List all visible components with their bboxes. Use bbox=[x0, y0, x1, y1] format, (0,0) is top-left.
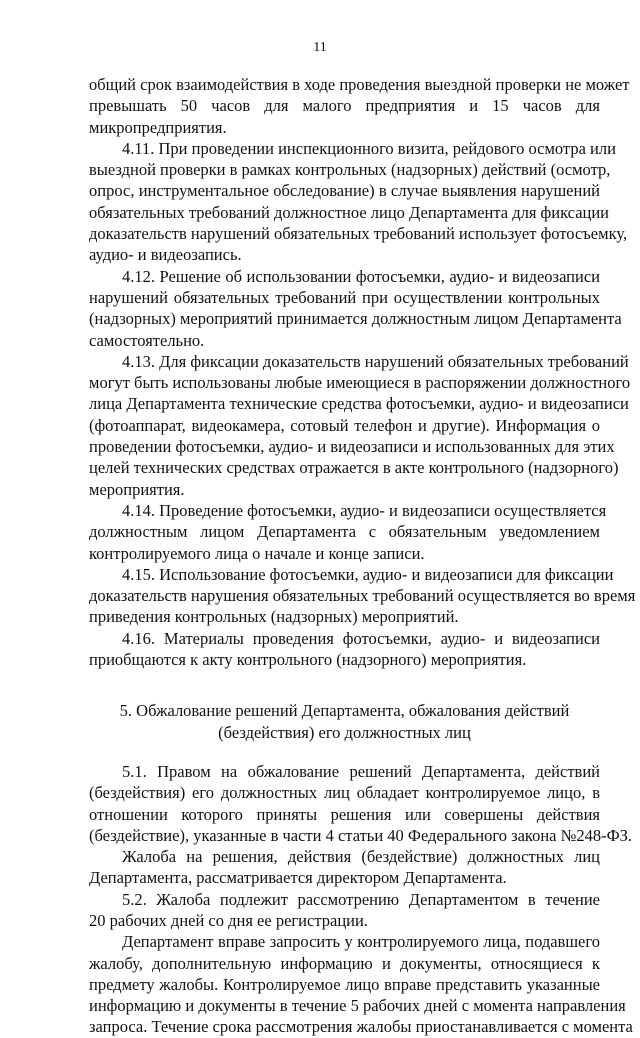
text-line: предмету жалобы. Контролируемое лицо вправе представить указанные bbox=[89, 974, 600, 994]
text-line: отношении которого приняты решения или совершены действия bbox=[89, 804, 600, 824]
paragraph-4-14-start: 4.14. Проведение фотосъемки, аудио- и видеозаписи осуществляется bbox=[122, 500, 607, 520]
text-line: 20 рабочих дней со дня ее регистрации. bbox=[89, 910, 368, 930]
text-line: аудио- и видеозапись. bbox=[89, 245, 242, 265]
text-line: доказательств нарушений обязательных требований использует фотосъемку, bbox=[89, 224, 628, 244]
text-line: доказательств нарушения обязательных требований осуществляется во время bbox=[89, 586, 636, 606]
text-line: Департамента, рассматривается директором Департамента. bbox=[89, 868, 507, 888]
text-line: лица Департамента технические средства фотосъемки, аудио- и видеозаписи bbox=[89, 394, 629, 414]
text-line: контролируемого лица о начале и конце записи. bbox=[89, 543, 425, 563]
paragraph-5-1-start: 5.1. Правом на обжалование решений Департамента, действий bbox=[122, 761, 600, 781]
paragraph-4-13-start: 4.13. Для фиксации доказательств нарушений обязательных требований bbox=[122, 351, 629, 371]
text-line: общий срок взаимодействия в ходе проведения выездной проверки не может bbox=[89, 75, 630, 94]
text-line: приведения контрольных (надзорных) мероприятий. bbox=[89, 607, 459, 627]
paragraph-4-12-start: 4.12. Решение об использовании фотосъемки, аудио- и видеозаписи bbox=[122, 266, 600, 286]
paragraph-complaint-start: Жалоба на решения, действия (бездействие) должностных лиц bbox=[122, 847, 600, 867]
text-line: (надзорных) мероприятий принимается должностным лицом Департамента bbox=[89, 309, 622, 329]
section-heading: 5. Обжалование решений Департамента, обжалования действий bbox=[119, 701, 570, 721]
text-line: (фотоаппарат, видеокамера, сотовый телефон и другие). Информация о bbox=[89, 415, 600, 435]
paragraph-4-11-start: 4.11. При проведении инспекционного визита, рейдового осмотра или bbox=[122, 138, 616, 158]
text-line: запроса. Течение срока рассмотрения жалобы приостанавливается с момента bbox=[89, 1017, 633, 1037]
text-line: микропредприятия. bbox=[89, 117, 227, 137]
text-line: могут быть использованы любые имеющиеся в распоряжении должностного bbox=[89, 373, 631, 393]
text-line: нарушений обязательных требований при осуществлении контрольных bbox=[89, 287, 600, 307]
paragraph-5-2-start: 5.2. Жалоба подлежит рассмотрению Департаментом в течение bbox=[122, 889, 600, 909]
section-heading-line-2: (бездействия) его должностных лиц bbox=[218, 722, 471, 742]
text-line: обязательных требований должностное лицо Департамента для фиксации bbox=[89, 202, 610, 222]
text-line: жалобу, дополнительную информацию и документы, относящиеся к bbox=[89, 953, 600, 973]
paragraph-4-16-start: 4.16. Материалы проведения фотосъемки, аудио- и видеозаписи bbox=[122, 628, 600, 648]
paragraph-4-15-start: 4.15. Использование фотосъемки, аудио- и видеозаписи для фиксации bbox=[122, 564, 614, 584]
text-line: превышать 50 часов для малого предприятия и 15 часов для bbox=[89, 96, 600, 116]
document-body bbox=[89, 74, 636, 1038]
text-line: приобщаются к акту контрольного (надзорного) мероприятия. bbox=[89, 650, 527, 670]
text-line: информацию и документы в течение 5 рабочих дней с момента направления bbox=[89, 996, 626, 1016]
text-line: выездной проверки в рамках контрольных (надзорных) действий (осмотр, bbox=[89, 160, 611, 180]
text-line: самостоятельно. bbox=[89, 330, 205, 350]
text-line: должностным лицом Департамента с обязательным уведомлением bbox=[89, 522, 600, 542]
text-line: целей технических средствах отражается в акте контрольного (надзорного) bbox=[89, 458, 619, 478]
page-number: 11 bbox=[313, 40, 327, 55]
text-line: мероприятия. bbox=[89, 479, 185, 499]
text-line: опрос, инструментальное обследование) в случае выявления нарушений bbox=[89, 181, 600, 201]
paragraph-request-start: Департамент вправе запросить у контролируемого лица, подавшего bbox=[122, 932, 600, 952]
text-line: проведении фотосъемки, аудио- и видеозаписи и использованных для этих bbox=[89, 437, 615, 457]
text-line: (бездействия) его должностных лиц обладает контролируемое лицо, в bbox=[89, 783, 600, 803]
text-line: (бездействие), указанные в части 4 статьи 40 Федерального закона №248-ФЗ. bbox=[89, 825, 633, 845]
